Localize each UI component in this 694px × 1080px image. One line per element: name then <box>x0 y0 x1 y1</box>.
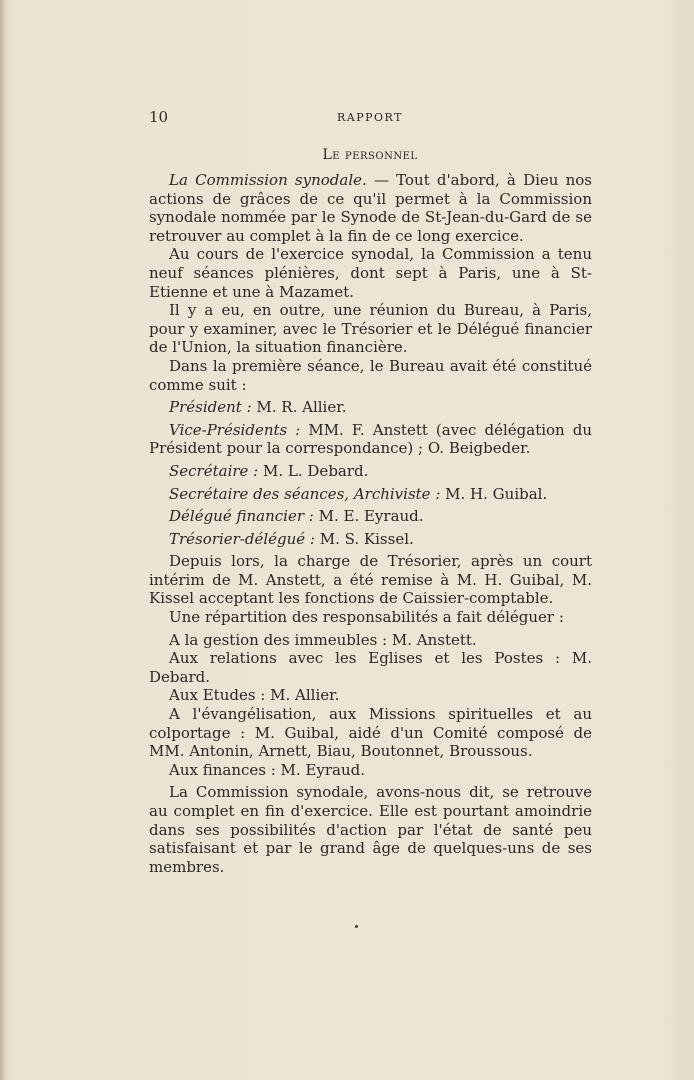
assignment-line: Aux Etudes : M. Allier. <box>169 686 340 705</box>
officer-role: Délégué financier : <box>169 507 314 526</box>
officer-role: Vice-Présidents : <box>169 420 301 439</box>
assignment-line: A l'évangélisation, aux Missions spirituelles et au colportage : M. Guibal, aidé d'un Comité composé de MM. Antonin, Arnett, Biau, Boutonnet, Broussous. <box>149 705 592 761</box>
officer-line <box>149 398 592 417</box>
ink-speck <box>355 925 358 928</box>
paragraph: Une répartition des responsabilités a fait déléguer : <box>169 608 564 627</box>
section-title: Le personnel <box>322 147 418 163</box>
assignment-line: Aux relations avec les Eglises et les Postes : M. Debard. <box>149 649 592 686</box>
assignment-line: Aux finances : M. Eyraud. <box>169 760 366 779</box>
officer-role: Secrétaire : <box>169 461 259 480</box>
officer-name: M. E. Eyraud. <box>313 507 424 526</box>
officer-name: M. H. Guibal. <box>440 484 548 503</box>
officer-name: M. R. Allier. <box>251 398 347 417</box>
officer-line <box>149 462 592 481</box>
officer-line <box>149 530 592 549</box>
paragraph: Il y a eu, en outre, une réunion du Bureau, à Paris, pour y examiner, avec le Trésorier et le Délégué financier de l'Union, la situation financière. <box>149 301 592 357</box>
officer-line <box>149 485 592 504</box>
assignment-line: A la gestion des immeubles : M. Anstett. <box>169 630 477 649</box>
officer-line <box>149 507 592 526</box>
paragraph-lead: La Commission synodale. <box>169 171 367 189</box>
page-number: 10 <box>149 108 169 126</box>
officer-line <box>149 421 592 458</box>
paragraph: Au cours de l'exercice synodal, la Commission a tenu neuf séances plénières, dont sept à Paris, une à St-Etienne et une à Mazamet. <box>149 245 592 301</box>
body-text <box>149 171 592 876</box>
paragraph-text: — Tout d'abord, à Dieu nos actions de grâces de ce qu'il permet à la Commission synodale nommée par le Synode de St-Jean-du-Gard de se retrouver au complet à la fin de ce long exercice. <box>149 171 593 245</box>
officer-name: MM. F. Anstett (avec délégation du Président pour la correspondance) ; O. Beigbeder. <box>149 420 593 458</box>
page-edge <box>0 0 6 1080</box>
officer-name: M. L. Debard. <box>258 461 369 480</box>
page-header <box>149 108 591 128</box>
officer-role: Président : <box>169 398 252 417</box>
officer-role: Secrétaire des séances, Archiviste : <box>169 484 441 503</box>
paragraph: Dans la première séance, le Bureau avait été constitué comme suit : <box>149 356 592 394</box>
paragraph: Depuis lors, la charge de Trésorier, après un court intérim de M. Anstett, a été remise à M. H. Guibal, M. Kissel acceptant les fonctions de Caissier-comptable. <box>149 552 592 608</box>
officer-role: Trésorier-délégué : <box>169 529 315 548</box>
officer-name: M. S. Kissel. <box>314 529 414 548</box>
running-head: RAPPORT <box>337 111 403 124</box>
paragraph <box>149 171 592 245</box>
paragraph: La Commission synodale, avons-nous dit, se retrouve au complet en fin d'exercice. Elle est pourtant amoindrie dans ses possibilités d'action par l'état de santé peu satisfaisant et par le grand âge de quelques-uns de ses membres. <box>149 783 592 876</box>
